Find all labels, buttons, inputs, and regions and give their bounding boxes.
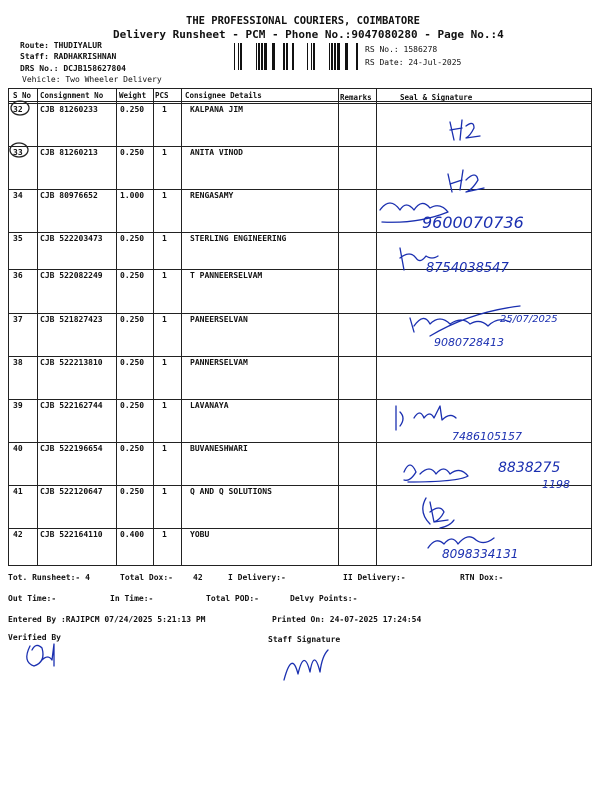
drs-number: DRS No.: DCJB158627804 <box>20 64 126 73</box>
i-delivery: I Delivery:- <box>228 573 286 582</box>
row-sno: 39 <box>13 401 23 410</box>
row-pcs: 1 <box>162 444 167 453</box>
row-weight: 0.250 <box>120 487 145 496</box>
row-weight: 1.000 <box>120 191 145 200</box>
barcode <box>230 43 360 70</box>
row-sno: 32 <box>13 105 23 114</box>
row-weight: 0.250 <box>120 358 145 367</box>
total-dox-value: 42 <box>193 573 203 582</box>
ii-delivery: II Delivery:- <box>343 573 406 582</box>
rs-number: RS No.: 1586278 <box>365 45 438 54</box>
row-weight: 0.250 <box>120 105 145 114</box>
handwritten-circles <box>8 98 38 158</box>
runsheet-title: Delivery Runsheet - PCM - Phone No.:9047080280 - Page No.:4 <box>113 28 504 41</box>
staff-label: Staff: RADHAKRISHNAN <box>20 52 117 61</box>
row-pcs: 1 <box>162 530 167 539</box>
row-weight: 0.400 <box>120 530 145 539</box>
rtn-dox: RTN Dox:- <box>460 573 504 582</box>
rs-date: RS Date: 24-Jul-2025 <box>365 58 462 67</box>
col-header-weight: Weight <box>119 91 147 100</box>
col-header-seal: Seal & Signature <box>400 93 473 102</box>
row-weight: 0.250 <box>120 444 145 453</box>
out-time: Out Time:- <box>8 594 57 603</box>
row-pcs: 1 <box>162 401 167 410</box>
col-header-remarks: Remarks <box>340 93 372 102</box>
row-consignee: LAVANAYA <box>190 401 229 410</box>
row-sno: 40 <box>13 444 23 453</box>
row-weight: 0.250 <box>120 315 145 324</box>
row-consignment-no: CJB 522082249 <box>40 271 103 280</box>
row-consignee: RENGASAMY <box>190 191 234 200</box>
row-consignee: PANEERSELVAN <box>190 315 248 324</box>
handwritten-phone-37: 9080728413 <box>434 336 504 349</box>
row-consignee: YOBU <box>190 530 210 539</box>
row-sno: 37 <box>13 315 23 324</box>
row-sno: 38 <box>13 358 23 367</box>
row-sno: 36 <box>13 271 23 280</box>
row-sno: 34 <box>13 191 23 200</box>
row-sno: 35 <box>13 234 23 243</box>
handwritten-phone-35: 8754038547 <box>426 261 509 276</box>
row-pcs: 1 <box>162 271 167 280</box>
row-sno: 33 <box>13 148 23 157</box>
row-pcs: 1 <box>162 191 167 200</box>
col-header-sno: S No <box>13 91 32 100</box>
total-dox-label: Total Dox:- <box>120 573 173 582</box>
row-consignment-no: CJB 522203473 <box>40 234 103 243</box>
row-consignee: KALPANA JIM <box>190 105 243 114</box>
row-pcs: 1 <box>162 105 167 114</box>
row-pcs: 1 <box>162 234 167 243</box>
handwritten-phone-40b: 1198 <box>542 478 570 491</box>
route-label: Route: THUDIYALUR <box>20 41 102 50</box>
row-consignee: ANITA VINOD <box>190 148 243 157</box>
row-consignment-no: CJB 522164110 <box>40 530 103 539</box>
total-pod: Total POD:- <box>206 594 259 603</box>
entered-by: Entered By :RAJIPCM 07/24/2025 5:21:13 PM <box>8 615 206 624</box>
row-pcs: 1 <box>162 358 167 367</box>
row-consignment-no: CJB 81260213 <box>40 148 98 157</box>
row-sno: 41 <box>13 487 23 496</box>
row-pcs: 1 <box>162 148 167 157</box>
staff-signature-label: Staff Signature <box>268 635 341 644</box>
row-pcs: 1 <box>162 487 167 496</box>
tot-runsheet: Tot. Runsheet:- 4 <box>8 573 90 582</box>
handwritten-phone-42: 8098334131 <box>442 547 519 561</box>
row-consignment-no: CJB 521827423 <box>40 315 103 324</box>
handwritten-signatures <box>370 100 600 570</box>
row-consignee: BUVANESHWARI <box>190 444 248 453</box>
row-weight: 0.250 <box>120 401 145 410</box>
row-consignment-no: CJB 522196654 <box>40 444 103 453</box>
row-consignee: T PANNEERSELVAM <box>190 271 263 280</box>
row-pcs: 1 <box>162 315 167 324</box>
col-header-consignee: Consignee Details <box>185 91 262 100</box>
company-title: THE PROFESSIONAL COURIERS, COIMBATORE <box>186 15 420 27</box>
row-consignee: PANNERSELVAM <box>190 358 248 367</box>
in-time: In Time:- <box>110 594 154 603</box>
vehicle-label: Vehicle: Two Wheeler Delivery <box>22 75 162 84</box>
handwritten-phone-40: 8838275 <box>498 460 561 476</box>
row-consignee: Q AND Q SOLUTIONS <box>190 487 272 496</box>
delvy-points: Delvy Points:- <box>290 594 358 603</box>
col-header-consignment: Consignment No <box>40 91 104 100</box>
row-consignment-no: CJB 522120647 <box>40 487 103 496</box>
row-weight: 0.250 <box>120 271 145 280</box>
verified-signature <box>22 640 62 670</box>
row-consignment-no: CJB 522213810 <box>40 358 103 367</box>
handwritten-phone-34: 9600070736 <box>422 213 524 232</box>
handwritten-phone-39: 7486105157 <box>452 430 522 443</box>
staff-signature <box>280 640 330 685</box>
col-header-pcs: PCS <box>155 91 169 100</box>
row-sno: 42 <box>13 530 23 539</box>
row-consignee: STERLING ENGINEERING <box>190 234 287 243</box>
row-consignment-no: CJB 80976652 <box>40 191 98 200</box>
row-consignment-no: CJB 522162744 <box>40 401 103 410</box>
row-consignment-no: CJB 81260233 <box>40 105 98 114</box>
printed-on: Printed On: 24-07-2025 17:24:54 <box>272 615 422 624</box>
row-weight: 0.250 <box>120 234 145 243</box>
handwritten-date-37: 25/07/2025 <box>500 314 558 325</box>
verified-by: Verified By <box>8 633 61 642</box>
row-weight: 0.250 <box>120 148 145 157</box>
